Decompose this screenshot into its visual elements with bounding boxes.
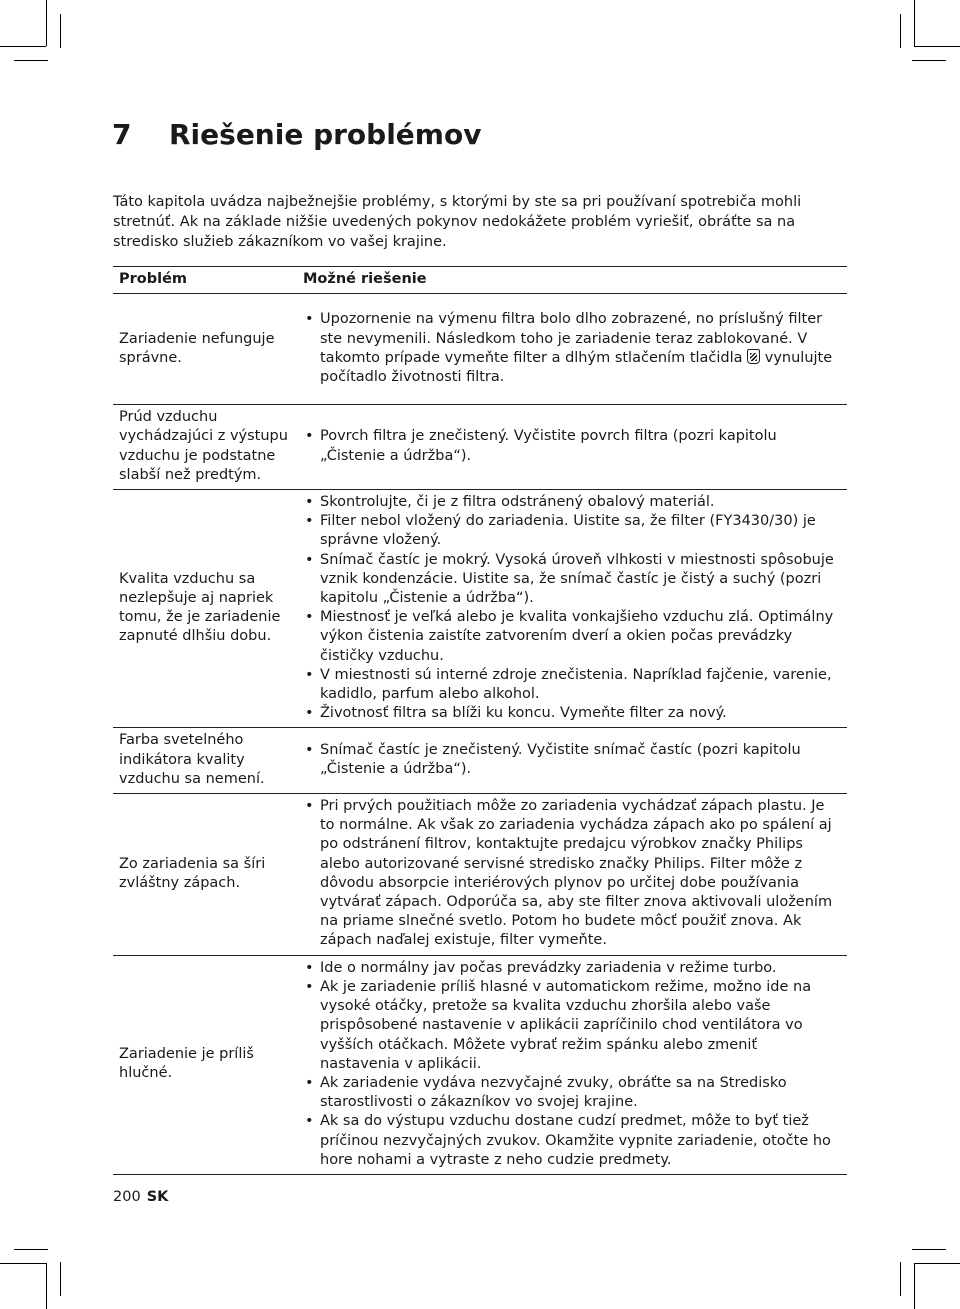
list-item: • Ide o normálny jav počas prevádzky zariadenia v režime turbo. bbox=[303, 959, 841, 978]
table-row bbox=[113, 490, 847, 728]
solution-list bbox=[303, 310, 841, 387]
solution-text: Upozornenie na výmenu filtra bolo dlho zobrazené, no príslušný filter ste nevymenili. Následkom toho je zariadenie teraz zablokované. V takomto prípade vymeňte filter a dlhým stlačením tlačidla bbox=[320, 311, 823, 366]
list-item: • Ak je zariadenie príliš hlasné v automatickom režime, možno ide na vysoké otáčky, pretože sa kvalita vzduchu zhoršila alebo vaše prispôsobené nastavenie v aplikácii zapríčinilo chod ventilátora vo vyšších otáčkach. Môžete vybrať režim spánku alebo zmeniť nastavenia v aplikácii. bbox=[303, 978, 841, 1074]
table-row bbox=[113, 728, 847, 794]
filter-reset-button-icon bbox=[747, 349, 760, 364]
list-item: • Ak sa do výstupu vzduchu dostane cudzí predmet, môže to byť tiež príčinou nezvyčajných zvukov. Okamžite vypnite zariadenie, otočte ho hore nohami a vytraste z neho cudzie predmety. bbox=[303, 1112, 841, 1170]
crop-mark bbox=[900, 14, 901, 48]
solution-cell bbox=[297, 405, 847, 490]
crop-mark bbox=[900, 1262, 901, 1296]
troubleshooting-table bbox=[113, 266, 847, 1175]
language-code: SK bbox=[146, 1189, 169, 1205]
solution-list bbox=[303, 427, 841, 465]
crop-mark bbox=[912, 1249, 946, 1250]
crop-mark bbox=[914, 1263, 915, 1309]
list-item: • V miestnosti sú interné zdroje znečistenia. Napríklad fajčenie, varenie, kadidlo, parfum alebo alkohol. bbox=[303, 666, 841, 704]
crop-mark bbox=[914, 1263, 960, 1264]
crop-mark bbox=[912, 60, 946, 61]
table-row bbox=[113, 294, 847, 405]
chapter-number: 7 bbox=[112, 118, 132, 151]
solution-cell bbox=[297, 728, 847, 794]
table-header-row bbox=[113, 267, 847, 294]
table-row bbox=[113, 955, 847, 1174]
list-item: • Filter nebol vložený do zariadenia. Uistite sa, že filter (FY3430/30) je správne vložený. bbox=[303, 512, 841, 550]
table-row bbox=[113, 794, 847, 956]
crop-mark bbox=[60, 14, 61, 48]
chapter-title: Riešenie problémov bbox=[169, 118, 482, 151]
table-row bbox=[113, 405, 847, 490]
crop-mark bbox=[14, 60, 48, 61]
solution-list bbox=[303, 741, 841, 779]
header-problem: Problém bbox=[113, 267, 297, 294]
solution-cell bbox=[297, 490, 847, 728]
solution-cell bbox=[297, 955, 847, 1174]
crop-mark bbox=[46, 0, 47, 46]
problem-cell: Zo zariadenia sa šíri zvláštny zápach. bbox=[113, 794, 297, 956]
crop-mark bbox=[914, 46, 960, 47]
list-item: • Skontrolujte, či je z filtra odstránený obalový materiál. bbox=[303, 493, 841, 512]
list-item: • Snímač častíc je mokrý. Vysoká úroveň vlhkosti v miestnosti spôsobuje vznik kondenzácie. Uistite sa, že snímač častíc je čistý a suchý (pozri kapitolu „Čistenie a údržba“). bbox=[303, 551, 841, 609]
list-item: • Povrch filtra je znečistený. Vyčistite povrch filtra (pozri kapitolu „Čistenie a údržba“). bbox=[303, 427, 841, 465]
list-item: • Životnosť filtra sa blíži ku koncu. Vymeňte filter za nový. bbox=[303, 704, 841, 723]
solution-cell bbox=[297, 294, 847, 405]
solution-cell bbox=[297, 794, 847, 956]
crop-mark bbox=[14, 1249, 48, 1250]
intro-paragraph: Táto kapitola uvádza najbežnejšie problémy, s ktorými by ste sa pri používaní spotrebiča mohli stretnúť. Ak na základe nižšie uvedených pokynov nedokážete problém vyriešiť, obráťte sa na stredisko služieb zákazníkom vo vašej krajine. bbox=[113, 194, 802, 250]
crop-mark bbox=[914, 0, 915, 46]
solution-list bbox=[303, 493, 841, 723]
list-item: • Ak zariadenie vydáva nezvyčajné zvuky, obráťte sa na Stredisko starostlivosti o zákazníkov vo svojej krajine. bbox=[303, 1074, 841, 1112]
page-number: 200 bbox=[113, 1189, 141, 1205]
crop-mark bbox=[0, 1263, 46, 1264]
problem-cell: Prúd vzduchu vychádzajúci z výstupu vzduchu je podstatne slabší než predtým. bbox=[113, 405, 297, 490]
solution-list bbox=[303, 959, 841, 1170]
problem-cell: Kvalita vzduchu sa nezlepšuje aj napriek tomu, že je zariadenie zapnuté dlhšiu dobu. bbox=[113, 490, 297, 728]
chapter-heading bbox=[112, 118, 481, 151]
page-footer bbox=[113, 1189, 168, 1205]
list-item bbox=[303, 310, 841, 387]
list-item: • Snímač častíc je znečistený. Vyčistite snímač častíc (pozri kapitolu „Čistenie a údržba“). bbox=[303, 741, 841, 779]
header-solution: Možné riešenie bbox=[297, 267, 847, 294]
list-item: • Pri prvých použitiach môže zo zariadenia vychádzať zápach plastu. Je to normálne. Ak však zo zariadenia vychádza zápach ako po spálení aj po odstránení filtrov, kontaktujte predajcu výrobkov značky Philips alebo autorizované servisné stredisko značky Philips. Filter môže z dôvodu absorpcie interiérových plynov po určitej dobe používania vytvárať zápach. Odporúča sa, aby ste filter znova aktivovali uložením na priame slnečné svetlo. Potom ho budete môcť použiť znova. Ak zápach naďalej existuje, filter vymeňte. bbox=[303, 797, 841, 951]
problem-cell: Farba svetelného indikátora kvality vzduchu sa nemení. bbox=[113, 728, 297, 794]
problem-cell: Zariadenie nefunguje správne. bbox=[113, 294, 297, 405]
crop-mark bbox=[0, 46, 46, 47]
solution-text: vynulujte počítadlo životnosti filtra. bbox=[320, 349, 833, 385]
crop-mark bbox=[60, 1262, 61, 1296]
crop-mark bbox=[46, 1263, 47, 1309]
list-item: • Miestnosť je veľká alebo je kvalita vonkajšieho vzduchu zlá. Optimálny výkon čistenia zaistíte zatvorením dverí a okien počas prevádzky čističky vzduchu. bbox=[303, 608, 841, 666]
problem-cell: Zariadenie je príliš hlučné. bbox=[113, 955, 297, 1174]
solution-list bbox=[303, 797, 841, 951]
